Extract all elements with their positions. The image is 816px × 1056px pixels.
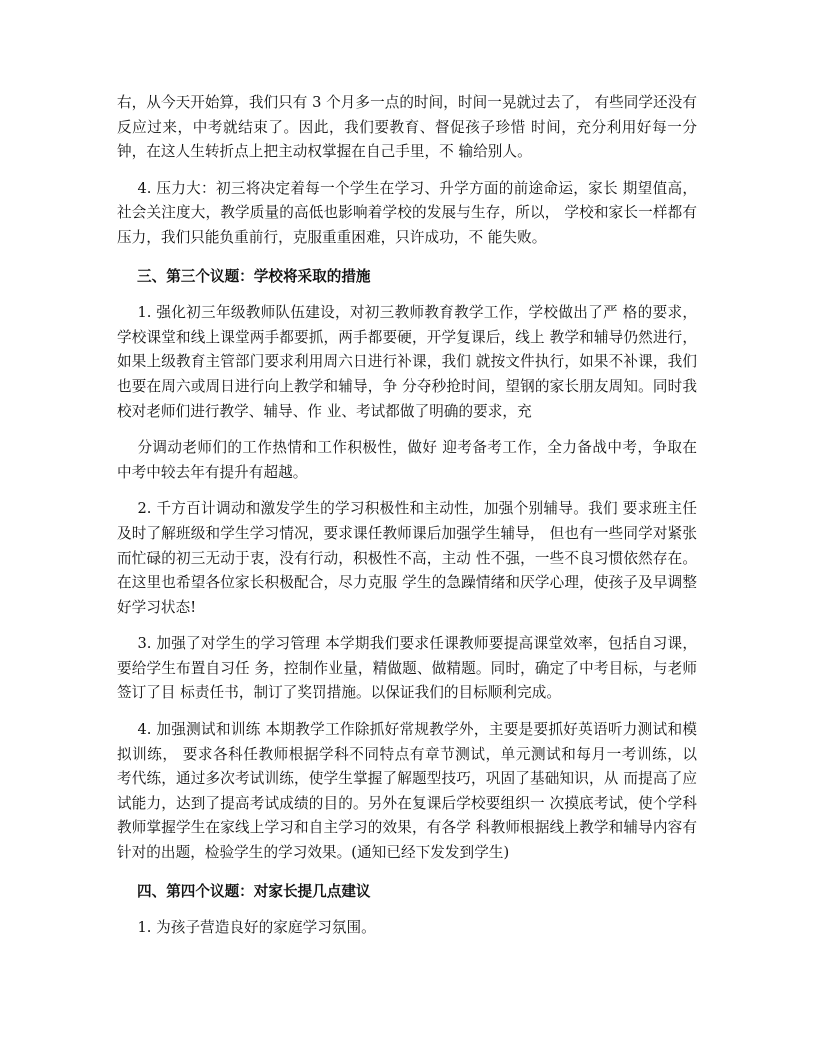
paragraph-study-management: 3. 加强了对学生的学习管理 本学期我们要求任课教师要提高课堂效率，包括自习课，要给学生布置自习任 务，控制作业量，精做题、做精题。同时，确定了中考目标，与老师签订了目 标责任书，制订了奖罚措施。以保证我们的目标顺利完成。 bbox=[117, 635, 697, 702]
paragraph-family-atmosphere: 1. 为孩子营造良好的家庭学习氛围。 bbox=[137, 919, 376, 937]
paragraph-time-urgency: 右，从今天开始算，我们只有 3 个月多一点的时间，时间一晃就过去了， 有些同学还没有反应过来，中考就结束了。因此，我们要教育、督促孩子珍惜 时间，充分利用好每一分钟，在这人生转折点上把主动权掌握在自己手里，不 输给别人。 bbox=[117, 94, 697, 161]
paragraph-testing-training: 4. 加强测试和训练 本期教学工作除抓好常规教学外，主要是要抓好英语听力测试和模拟训练， 要求各科任教师根据学科不同特点有章节测试，单元测试和每月一考训练，以 考代练，通过多次考试训练，使学生掌握了解题型技巧，巩固了基础知识，从 而提高了应试能力，达到了提高考试成绩的目的。另外在复课后学校要组织一 次摸底考试，使个学科教师掌握学生在家线上学习和自主学习的效果，有各学 科教师根据线上教学和辅导内容有针对的出题，检验学生的学习效果。(通知已经下发发到学生) bbox=[117, 721, 697, 862]
section-heading-3: 三、第三个议题：学校将采取的措施 bbox=[137, 267, 371, 285]
document-page bbox=[117, 91, 697, 941]
paragraph-student-motivation: 2. 千方百计调动和激发学生的学习积极性和主动性，加强个别辅导。我们 要求班主任及时了解班级和学生学习情况，要求课任教师课后加强学生辅导， 但也有一些同学对紧张而忙碌的初三无动于衷，没有行动，积极性不高，主动 性不强，一些不良习惯依然存在。在这里也希望各位家长积极配合，尽力克服 学生的急躁情绪和厌学心理，使孩子及早调整好学习状态! bbox=[117, 500, 697, 616]
paragraph-teacher-motivation: 分调动老师们的工作热情和工作积极性，做好 迎考备考工作，全力备战中考，争取在中考中较去年有提升有超越。 bbox=[117, 439, 697, 481]
paragraph-pressure: 4. 压力大：初三将决定着每一个学生在学习、升学方面的前途命运，家长 期望值高，社会关注度大，教学质量的高低也影响着学校的发展与生存，所以， 学校和家长一样都有压力，我们只能负重前行，克服重重困难，只许成功，不 能失败。 bbox=[117, 179, 697, 246]
paragraph-teacher-team: 1. 强化初三年级教师队伍建设，对初三教师教育教学工作，学校做出了严 格的要求，学校课堂和线上课堂两手都要抓，两手都要硬，开学复课后，线上 教学和辅导仍然进行，如果上级教育主管部门要求利用周六日进行补课，我们 就按文件执行，如果不补课，我们也要在周六或周日进行向上教学和辅导，争 分夺秒抢时间，望钢的家长朋友周知。同时我校对老师们进行教学、辅导、作 业、考试都做了明确的要求，充 bbox=[117, 304, 697, 420]
section-heading-4: 四、第四个议题：对家长提几点建议 bbox=[137, 882, 371, 900]
